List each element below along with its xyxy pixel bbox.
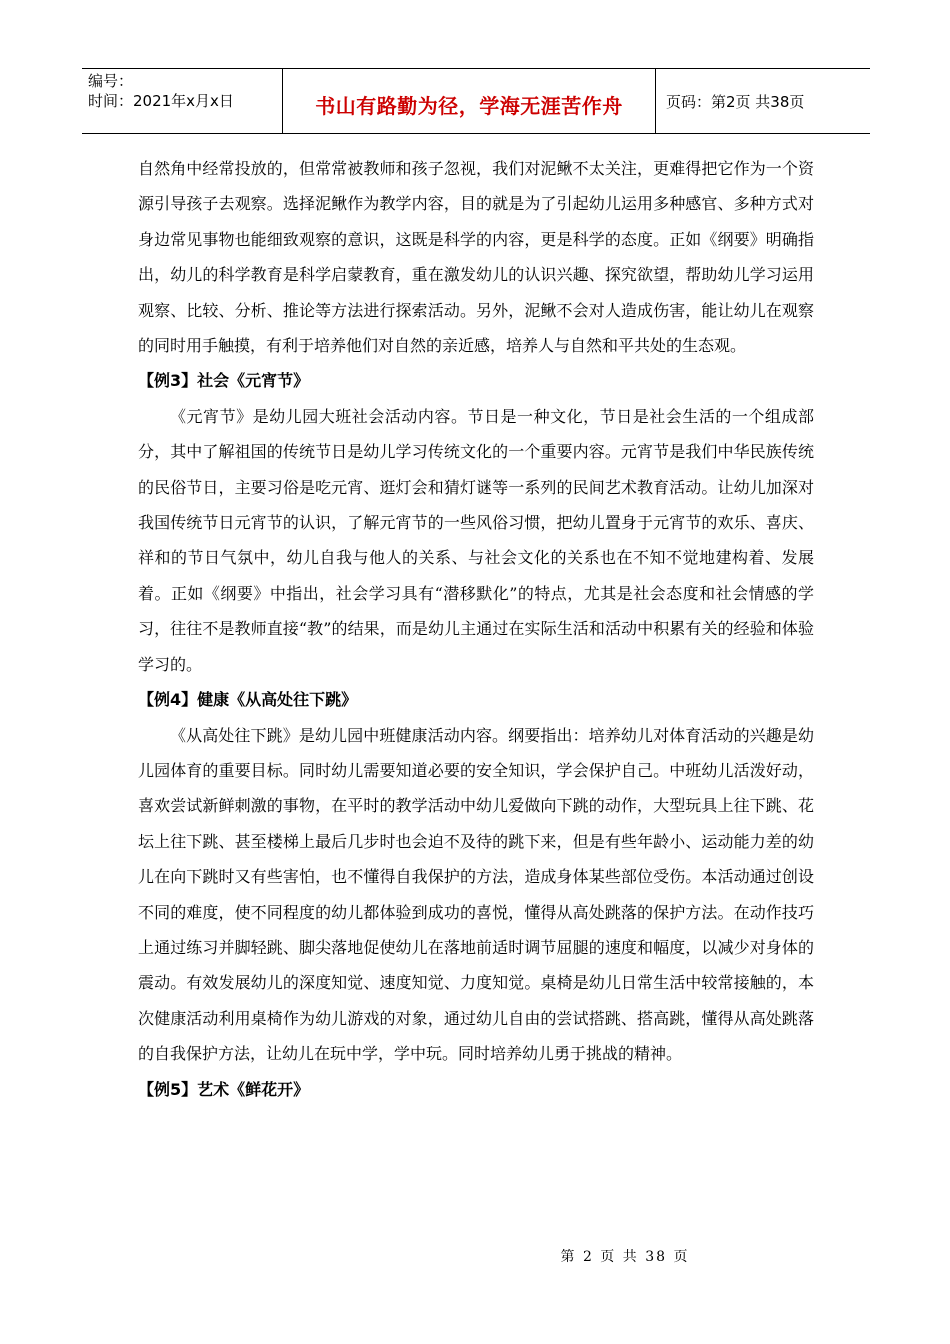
page-header bbox=[82, 68, 870, 134]
paragraph-example-3: 《元宵节》是幼儿园大班社会活动内容。节日是一种文化，节日是社会生活的一个组成部分，其中了解祖国的传统节日是幼儿学习传统文化的一个重要内容。元宵节是我们中华民族传统的民俗节日，主要习俗是吃元宵、逛灯会和猜灯谜等一系列的民间艺术教育活动。让幼儿加深对我国传统节日元宵节的认识，了解元宵节的一些风俗习惯，把幼儿置身于元宵节的欢乐、喜庆、祥和的节日气氛中，幼儿自我与他人的关系、与社会文化的关系也在不知不觉地建构着、发展着。正如《纲要》中指出，社会学习具有“潜移默化”的特点，尤其是社会态度和社会情感的学习，往往不是教师直接“教”的结果，而是幼儿主通过在实际生活和活动中积累有关的经验和体验学习的。 bbox=[138, 406, 814, 674]
header-motto: 书山有路勤为径，学海无涯苦作舟 bbox=[315, 93, 623, 118]
header-motto-cell bbox=[282, 69, 656, 133]
paragraph-continued: 自然角中经常投放的，但常常被教师和孩子忽视，我们对泥鳅不太关注，更难得把它作为一个资源引导孩子去观察。选择泥鳅作为教学内容，目的就是为了引起幼儿运用多种感官、多种方式对身边常见事物也能细致观察的意识，这既是科学的内容，更是科学的态度。正如《纲要》明确指出，幼儿的科学教育是科学启蒙教育，重在激发幼儿的认识兴趣、探究欲望，帮助幼儿学习运用观察、比较、分析、推论等方法进行探索活动。另外，泥鳅不会对人造成伤害，能让幼儿在观察的同时用手触摸，有利于培养他们对自然的亲近感，培养人与自然和平共处的生态观。 bbox=[138, 159, 814, 356]
header-page-info: 页码：第2页 共38页 bbox=[666, 92, 805, 111]
document-time-label: 时间：2021年x月x日 bbox=[88, 92, 234, 110]
header-meta bbox=[82, 69, 282, 133]
paragraph-example-4: 《从高处往下跳》是幼儿园中班健康活动内容。纲要指出：培养幼儿对体育活动的兴趣是幼儿园体育的重要目标。同时幼儿需要知道必要的安全知识，学会保护自己。中班幼儿活泼好动，喜欢尝试新鲜刺激的事物，在平时的教学活动中幼儿爱做向下跳的动作，大型玩具上往下跳、花坛上往下跳、甚至楼梯上最后几步时也会迫不及待的跳下来，但是有些年龄小、运动能力差的幼儿在向下跳时又有些害怕，也不懂得自我保护的方法，造成身体某些部位受伤。本活动通过创设不同的难度，使不同程度的幼儿都体验到成功的喜悦，懂得从高处跳落的保护方法。在动作技巧上通过练习并脚轻跳、脚尖落地促使幼儿在落地前适时调节屈腿的速度和幅度，以减少对身体的震动。有效发展幼儿的深度知觉、速度知觉、力度知觉。桌椅是幼儿日常生活中较常接触的，本次健康活动利用桌椅作为幼儿游戏的对象，通过幼儿自由的尝试搭跳、搭高跳，懂得从高处跳落的自我保护方法，让幼儿在玩中学，学中玩。同时培养幼儿勇于挑战的精神。 bbox=[138, 725, 814, 1064]
section-heading-example-4: 【例4】健康《从高处往下跳》 bbox=[138, 690, 358, 710]
page-footer: 第 2 页 共 38 页 bbox=[560, 1249, 690, 1265]
document-body bbox=[138, 151, 814, 1107]
section-heading-example-3: 【例3】社会《元宵节》 bbox=[138, 371, 310, 391]
document-number-label: 编号： bbox=[88, 72, 134, 90]
header-page-info-cell bbox=[656, 69, 870, 133]
section-heading-example-5: 【例5】艺术《鲜花开》 bbox=[138, 1079, 310, 1099]
